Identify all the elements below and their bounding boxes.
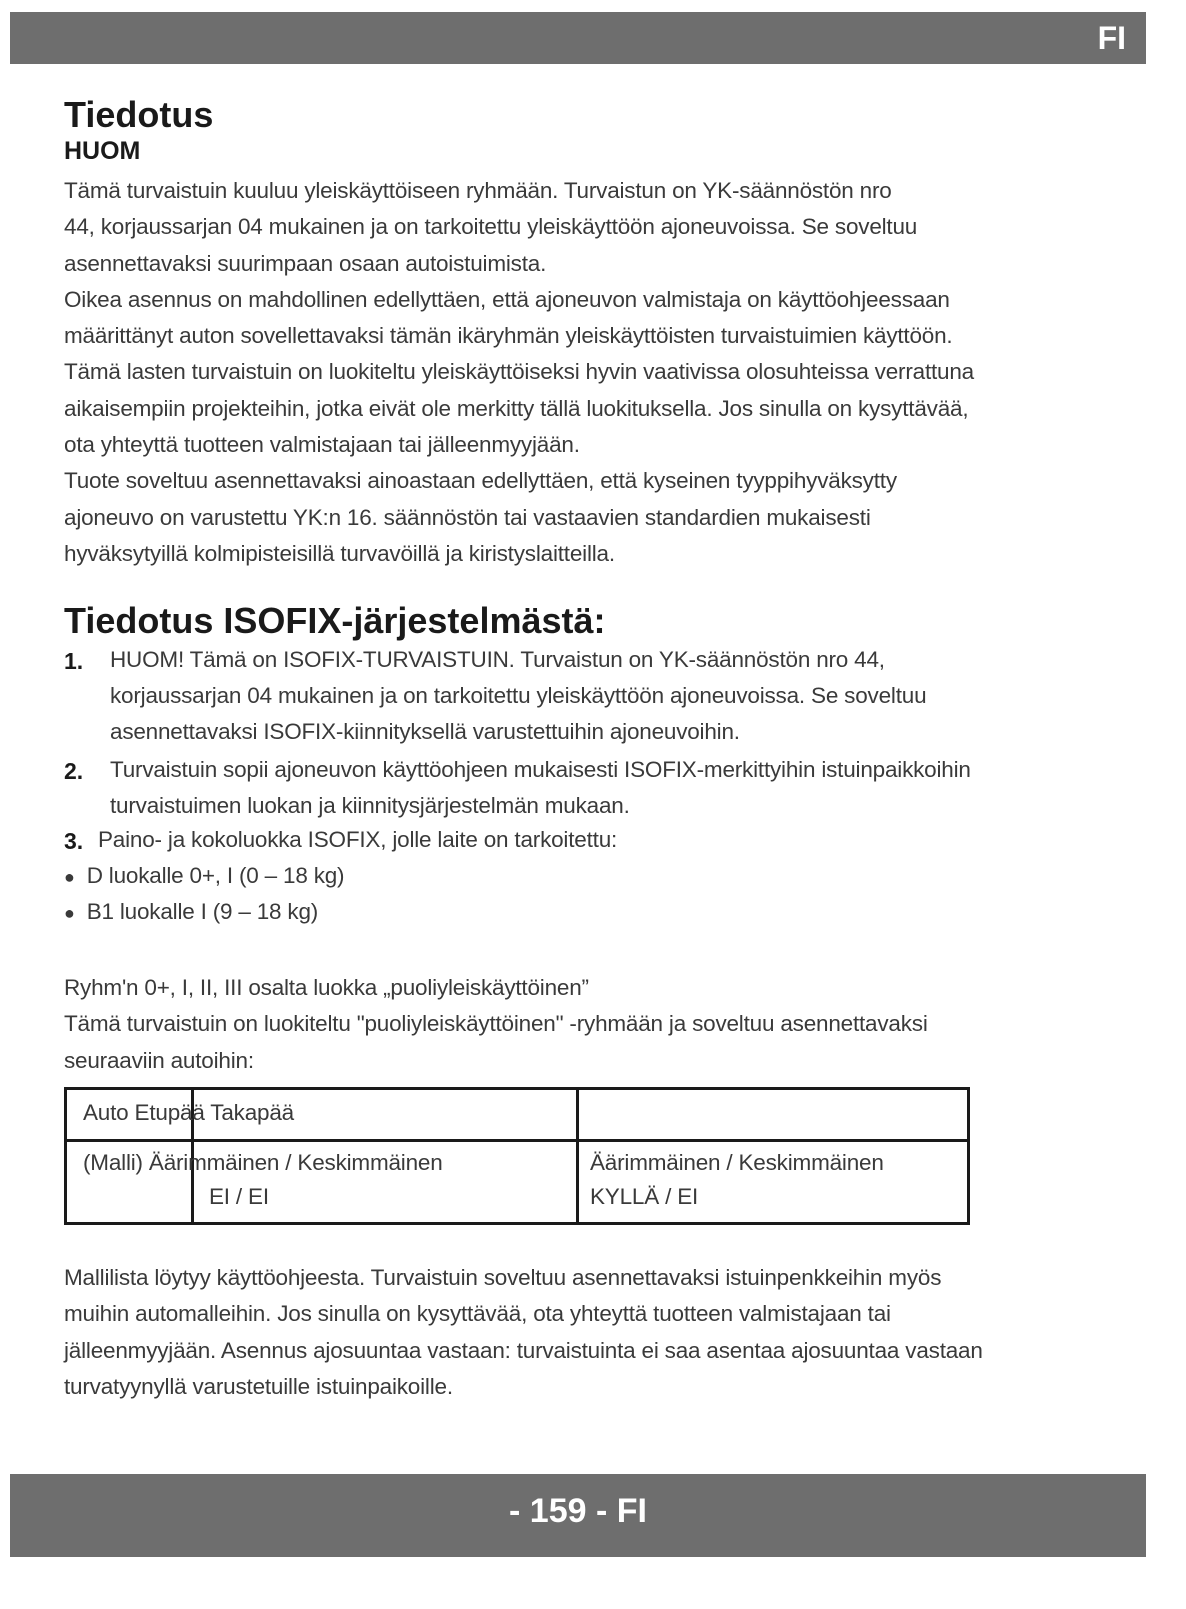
- section-subtitle: HUOM: [64, 137, 141, 165]
- section-title: Tiedotus: [64, 94, 214, 135]
- notice-paragraph: Tämä turvaistuin kuuluu yleiskäyttöiseen ryhmään. Turvaistun on YK-säännöstön nro 44, korjaussarjan 04 mukainen ja on tarkoitettu yleiskäyttöön ajoneuvoissa. Se soveltuu asennettavaksi suurimpaan osaan autoistuimista. Oikea asennus on mahdollinen edellyttäen, että ajoneuvon valmistaja on käyttöohjeessaan määrittänyt auton sovellettavaksi tämän ikäryhmän yleiskäyttöisten turvaistuimien käyttöön. Tämä lasten turvaistuin on luokiteltu yleiskäyttöiseksi hyvin vaativissa olosuhteissa verrattuna aikaisempiin projekteihin, jotka eivät ole merkitty tällä luokituksella. Jos sinulla on kysyttävää, ota yhteyttä tuotteen valmistajaan tai jälleenmyyjään. Tuote soveltuu asennettavaksi ainoastaan edellyttäen, että kyseinen tyyppihyväksytty ajoneuvo on varustettu YK:n 16. säännöstön tai vastaavien standardien mukaisesti hyväksytyillä kolmipisteisillä turvavöillä ja kiristyslaitteilla.: [64, 178, 974, 566]
- isofix-title: Tiedotus ISOFIX-järjestelmästä:: [64, 600, 606, 641]
- table-header: Auto Etupää Takapää: [83, 1100, 294, 1125]
- list-number: 3.: [64, 828, 84, 854]
- list-item: Turvaistuin sopii ajoneuvon käyttöohjeen mukaisesti ISOFIX-merkittyihin istuinpaikkoihin turvaistuimen luokan ja kiinnitysjärjestelmän mukaan.: [110, 757, 971, 818]
- language-label: FI: [1097, 20, 1126, 56]
- header-bar: [10, 12, 1146, 64]
- table-cell: KYLLÄ / EI: [590, 1184, 699, 1209]
- table-cell: Äärimmäinen / Keskimmäinen: [590, 1150, 884, 1175]
- table-cell: EI / EI: [209, 1184, 269, 1209]
- vehicle-table: [64, 1087, 970, 1225]
- table-cell: (Malli) Äärimmäinen / Keskimmäinen: [83, 1150, 443, 1175]
- list-item: HUOM! Tämä on ISOFIX-TURVAISTUIN. Turvaistun on YK-säännöstön nro 44, korjaussarjan 04 mukainen ja on tarkoitettu yleiskäyttöön ajoneuvoissa. Se soveltuu asennettavaksi ISOFIX-kiinnityksellä varustettuihin ajoneuvoihin.: [110, 647, 927, 744]
- bullet-item: ● D luokalle 0+, I (0 – 18 kg): [64, 863, 345, 888]
- semi-universal-intro: Ryhm'n 0+, I, II, III osalta luokka „puoliyleiskäyttöinen” Tämä turvaistuin on luokiteltu "puoliyleiskäyttöinen" -ryhmään ja soveltuu asennettavaksi seuraaviin autoihin:: [64, 975, 928, 1073]
- bullet-item: ● B1 luokalle I (9 – 18 kg): [64, 899, 319, 925]
- page-number: - 159 - FI: [509, 1492, 647, 1530]
- list-item: Paino- ja kokoluokka ISOFIX, jolle laite on tarkoitettu:: [98, 827, 618, 852]
- bullet-list: [64, 858, 344, 931]
- closing-paragraph: Mallilista löytyy käyttöohjeesta. Turvaistuin soveltuu asennettavaksi istuinpenkkeihin myös muihin automalleihin. Jos sinulla on kysyttävää, ota yhteyttä tuotteen valmistajaan tai jälleenmyyjään. Asennus ajosuuntaa vastaan: turvaistuinta ei saa asentaa ajosuuntaa vastaan turvatyynyllä varustetuille istuinpaikoille.: [64, 1265, 983, 1399]
- list-number: 2.: [64, 758, 84, 784]
- list-number: 1.: [64, 648, 84, 674]
- footer-bar: [10, 1474, 1146, 1557]
